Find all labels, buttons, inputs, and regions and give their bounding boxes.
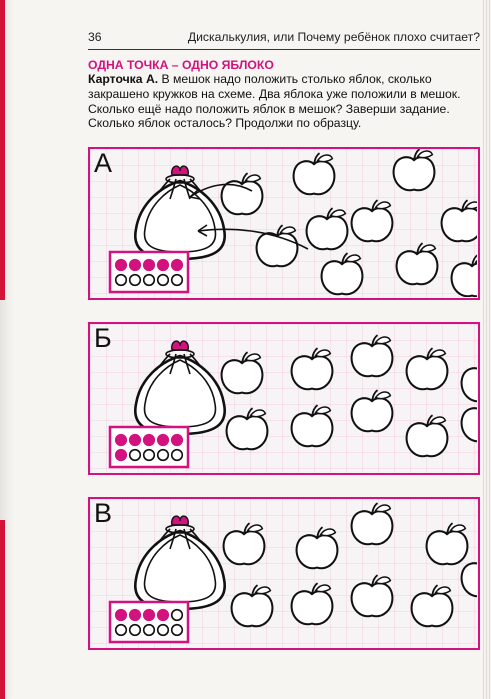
apple-icon [292, 405, 333, 446]
apple-leaf [248, 525, 263, 532]
apple-leaf [316, 350, 331, 357]
apple-leaf [316, 407, 331, 414]
card-letter: А [94, 148, 113, 178]
bag-icon [135, 516, 224, 609]
apple-body [352, 208, 393, 241]
apple-leaf [376, 505, 391, 512]
empty-dot [130, 275, 141, 286]
apple-body [407, 423, 448, 456]
task-text [88, 72, 483, 131]
apple-leaf [281, 227, 296, 234]
apple-body [322, 261, 363, 294]
apple-body [292, 356, 333, 389]
apple-icon [452, 255, 477, 296]
task-instructions: В мешок надо положить столько яблок, сколько закрашено кружков на схеме. Два яблока уже положили в мешок. Сколько ещё надо положить яблок в мешок? Заверши задание. Сколько яблок осталось? Продолжи по образцу. [88, 72, 461, 131]
filled-dot [116, 260, 127, 271]
apple-body [352, 511, 393, 544]
card-a [88, 147, 480, 300]
empty-dot [144, 275, 155, 286]
apple-leaf [246, 354, 261, 361]
apple-icon [232, 585, 273, 626]
apple-body [412, 593, 453, 626]
apple-icon [407, 415, 448, 456]
apple-icon [462, 555, 477, 596]
filled-dot [116, 450, 127, 461]
dot-scheme [110, 252, 188, 292]
card-art [90, 499, 477, 647]
filled-dot [172, 435, 183, 446]
apple-icon [462, 360, 477, 401]
card-art [90, 324, 477, 472]
filled-dot [172, 260, 183, 271]
apple-body [297, 535, 338, 568]
apple-icon [394, 149, 435, 190]
bag-bow [172, 166, 189, 175]
apple-body [427, 531, 468, 564]
empty-dot [172, 275, 183, 286]
filled-dot [130, 435, 141, 446]
apple-icon [427, 523, 468, 564]
filled-dot [144, 610, 155, 621]
card-letter: В [94, 498, 113, 528]
apple-body [462, 408, 477, 441]
apple-icon [227, 408, 268, 449]
apple-body [307, 216, 348, 249]
apple-leaf [321, 529, 336, 536]
filled-dot [158, 610, 169, 621]
apple-icon [292, 583, 333, 624]
apple-icon [352, 335, 393, 376]
apple-icon [397, 243, 438, 284]
apple-icon [322, 253, 363, 294]
apple-leaf [466, 202, 477, 209]
bag-outline [135, 531, 224, 609]
apple-body [222, 360, 263, 393]
apple-body [397, 251, 438, 284]
apple-body [452, 263, 477, 296]
apple-body [462, 368, 477, 401]
apple-icon [222, 173, 263, 214]
empty-dot [130, 450, 141, 461]
section-title: ОДНА ТОЧКА – ОДНО ЯБЛОКО [88, 58, 274, 72]
running-title: Дискалькулия, или Почему ребёнок плохо считает? [187, 30, 480, 44]
bag-icon [135, 341, 224, 434]
empty-dot [144, 450, 155, 461]
apple-leaf [346, 255, 361, 262]
apple-body [227, 416, 268, 449]
apple-icon [407, 348, 448, 389]
filled-dot [130, 610, 141, 621]
filled-dot [144, 435, 155, 446]
apple-leaf [376, 337, 391, 344]
apple-body [394, 157, 435, 190]
apple-leaf [251, 410, 266, 417]
bag-outline [135, 181, 224, 259]
empty-dot [116, 275, 127, 286]
filled-dot [158, 435, 169, 446]
apple-body [462, 563, 477, 596]
apple-leaf [246, 175, 261, 182]
apple-leaf [431, 417, 446, 424]
empty-dot [172, 610, 183, 621]
apple-icon [352, 200, 393, 241]
apple-icon [462, 400, 477, 441]
card-letter: Б [94, 323, 112, 353]
apple-leaf [316, 585, 331, 592]
header-rule [88, 49, 480, 50]
dot-scheme [110, 602, 188, 642]
apple-icon [352, 503, 393, 544]
filled-dot [144, 260, 155, 271]
bag-bow [172, 516, 189, 525]
apple-body [232, 593, 273, 626]
apple-body [292, 591, 333, 624]
apple-leaf [376, 202, 391, 209]
red-edge-top [0, 0, 5, 300]
apple-leaf [421, 245, 436, 252]
apple-icon [294, 153, 335, 194]
card-art [90, 149, 477, 297]
dot-scheme [110, 427, 188, 467]
apple-leaf [436, 587, 451, 594]
apple-icon [442, 200, 477, 241]
apple-icon [412, 585, 453, 626]
apple-leaf [418, 151, 433, 158]
apple-icon [352, 390, 393, 431]
bag-outline [135, 356, 224, 434]
page-number: 36 [88, 30, 102, 44]
card-b [88, 322, 480, 475]
empty-dot [158, 625, 169, 636]
apple-body [352, 398, 393, 431]
apple-leaf [451, 525, 466, 532]
apple-icon [352, 575, 393, 616]
bag-bow [172, 341, 189, 350]
empty-dot [158, 450, 169, 461]
empty-dot [172, 625, 183, 636]
apple-icon [224, 523, 265, 564]
apple-body [292, 413, 333, 446]
apple-leaf [376, 392, 391, 399]
empty-dot [116, 625, 127, 636]
apple-leaf [318, 155, 333, 162]
card-label: Карточка А. [88, 72, 159, 86]
filled-dot [130, 260, 141, 271]
empty-dot [172, 450, 183, 461]
apple-icon [297, 527, 338, 568]
page-header [88, 30, 480, 48]
bag-icon [135, 166, 224, 259]
apple-body [442, 208, 477, 241]
apple-icon [292, 348, 333, 389]
empty-dot [144, 625, 155, 636]
apple-leaf [431, 350, 446, 357]
apple-leaf [256, 587, 271, 594]
apple-icon [307, 208, 348, 249]
apple-body [224, 531, 265, 564]
apple-icon [257, 225, 298, 266]
apple-leaf [376, 577, 391, 584]
filled-dot [116, 610, 127, 621]
card-c [88, 497, 480, 650]
empty-dot [158, 275, 169, 286]
apple-leaf [331, 210, 346, 217]
apple-body [352, 583, 393, 616]
red-edge-bottom [0, 520, 5, 699]
apple-body [257, 233, 298, 266]
empty-dot [130, 625, 141, 636]
page-edges [483, 0, 491, 699]
apple-icon [222, 352, 263, 393]
apple-body [407, 356, 448, 389]
apple-leaf [476, 257, 477, 264]
filled-dot [158, 260, 169, 271]
apple-body [294, 161, 335, 194]
filled-dot [116, 435, 127, 446]
apple-body [352, 343, 393, 376]
